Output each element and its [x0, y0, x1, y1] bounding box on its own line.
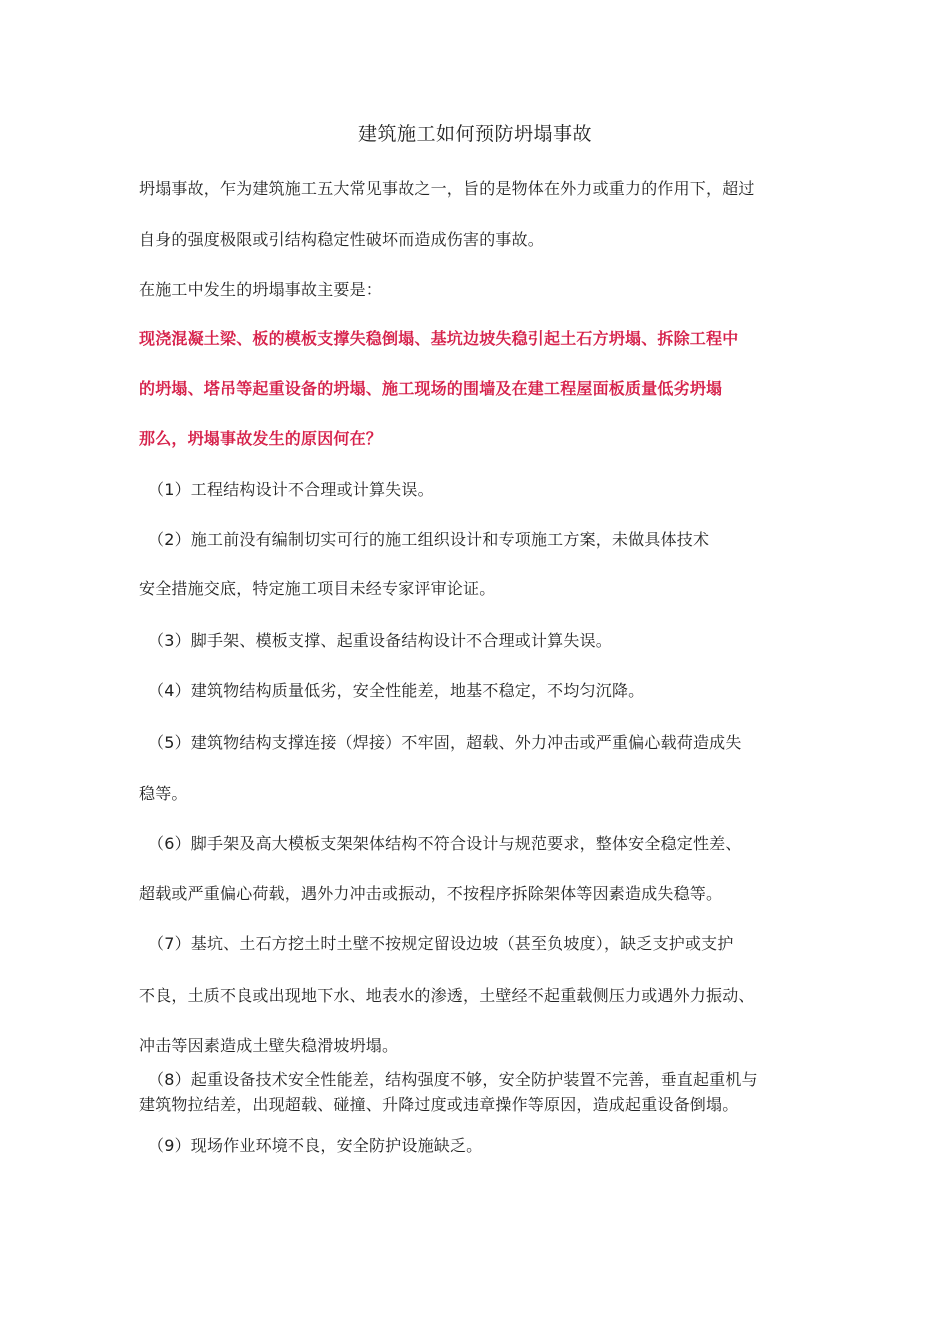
cause-2-line-2: 安全措施交底，特定施工项目未经专家评审论证。: [139, 579, 496, 598]
cause-2-line-1: （2）施工前没有编制切实可行的施工组织设计和专项施工方案，未做具体技术: [148, 530, 710, 549]
cause-6-line-2: 超载或严重偏心荷载，遇外力冲击或振动，不按程序拆除架体等因素造成失稳等。: [139, 884, 723, 903]
cause-8-line-1: （8）起重设备技术安全性能差，结构强度不够，安全防护装置不完善，垂直起重机与: [148, 1070, 758, 1089]
cause-9: （9）现场作业环境不良，安全防护设施缺乏。: [148, 1136, 483, 1155]
cause-7-line-2: 不良，土质不良或出现地下水、地表水的渗透，土壁经不起重载侧压力或遇外力振动、: [139, 986, 755, 1005]
cause-5-line-2: 稳等。: [139, 784, 188, 803]
highlight-line-1: 现浇混凝土梁、板的模板支撑失稳倒塌、基坑边坡失稳引起土石方坍塌、拆除工程中: [139, 329, 739, 348]
cause-5-line-1: （5）建筑物结构支撑连接（焊接）不牢固，超载、外力冲击或严重偏心载荷造成失: [148, 733, 742, 752]
cause-8-line-2: 建筑物拉结差，出现超载、碰撞、升降过度或违章操作等原因，造成起重设备倒塌。: [139, 1095, 739, 1114]
highlight-line-2: 的坍塌、塔吊等起重设备的坍塌、施工现场的围墙及在建工程屋面板质量低劣坍塌: [139, 379, 723, 398]
intro-line-1: 坍塌事故，乍为建筑施工五大常见事故之一，旨的是物体在外力或重力的作用下，超过: [139, 179, 755, 198]
cause-1: （1）工程结构设计不合理或计算失误。: [148, 480, 434, 499]
page-title: 建筑施工如何预防坍塌事故: [357, 123, 592, 145]
intro-line-2: 自身的强度极限或引结构稳定性破坏而造成伤害的事故。: [139, 230, 545, 249]
cause-6-line-1: （6）脚手架及高大模板支架架体结构不符合设计与规范要求，整体安全稳定性差、: [148, 834, 742, 853]
cause-3: （3）脚手架、模板支撑、起重设备结构设计不合理或计算失误。: [148, 631, 612, 650]
highlight-question: 那么，坍塌事故发生的原因何在？: [139, 429, 383, 448]
cause-4: （4）建筑物结构质量低劣，安全性能差，地基不稳定，不均匀沉降。: [148, 681, 645, 700]
cause-7-line-1: （7）基坑、土石方挖土时土壁不按规定留设边坡（甚至负坡度），缺乏支护或支护: [148, 934, 734, 953]
lead-paragraph: 在施工中发生的坍塌事故主要是：: [139, 280, 383, 299]
cause-7-line-3: 冲击等因素造成土壁失稳滑坡坍塌。: [139, 1036, 399, 1055]
